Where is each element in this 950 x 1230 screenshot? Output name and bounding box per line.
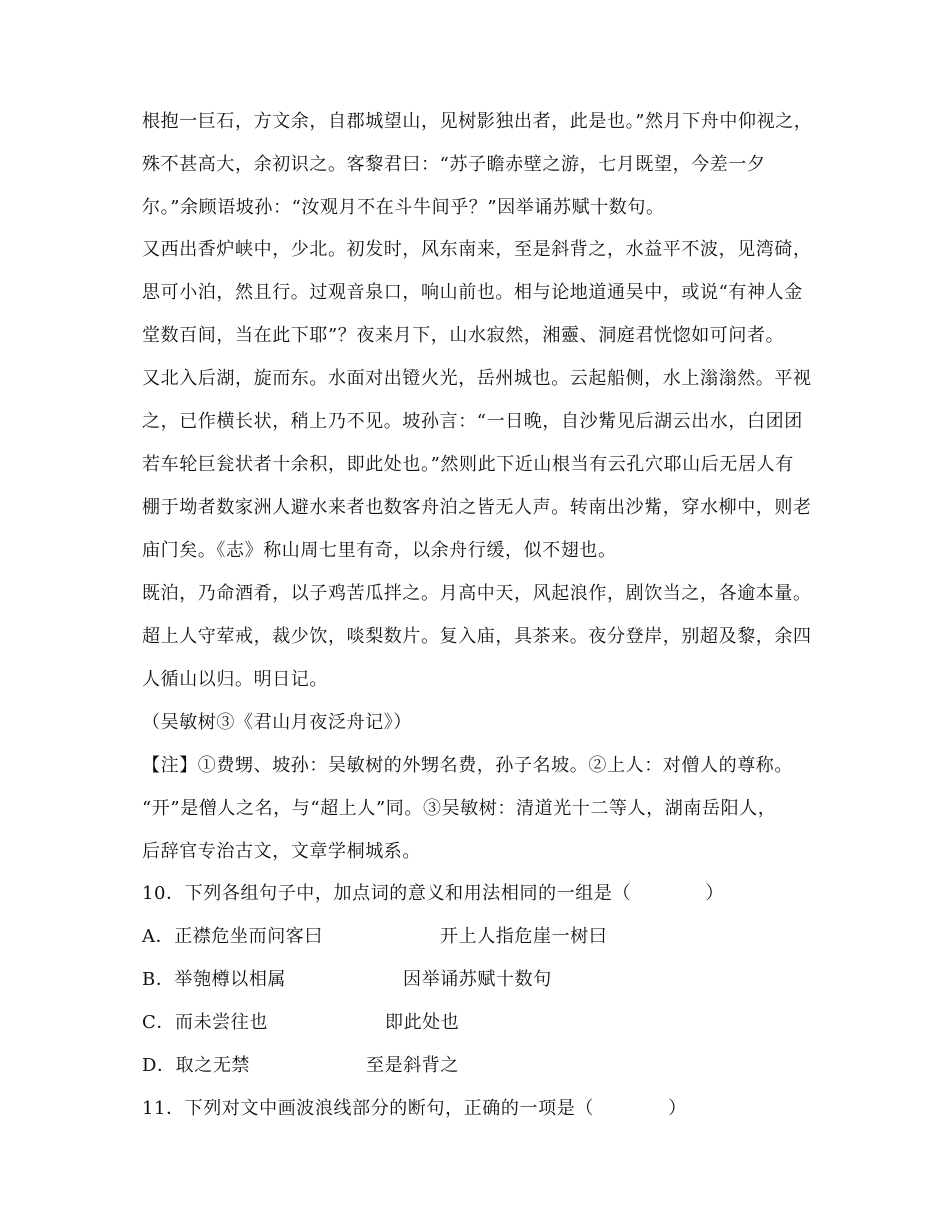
passage-line: 尔。”余顾语坡孙：“汝观月不在斗牛间乎？”因举诵苏赋十数句。 [142, 197, 665, 218]
option-d-left: D．取之无禁 [142, 1055, 251, 1076]
option-b-right: 因举诵苏赋十数句 [403, 969, 552, 990]
option-a-left: A．正襟危坐而问客曰 [142, 926, 323, 947]
passage-line: 既泊，乃命酒肴，以子鸡苦瓜拌之。月高中天，风起浪作，剧饮当之，各逾本量。 [142, 583, 812, 604]
note-line: 后辞官专治古文，文章学桐城系。 [142, 841, 421, 862]
passage-line: 又西出香炉峡中，少北。初发时，风东南来，至是斜背之，水益平不波，见湾碕， [142, 239, 812, 260]
passage-line: 又北入后湖，旋而东。水面对出镫火光，岳州城也。云起船侧，水上滃滃然。平视 [142, 368, 812, 389]
option-b-left: B．举匏樽以相属 [142, 969, 287, 990]
question-11-stem: 11．下列对文中画波浪线部分的断句，正确的一项是（ ） [142, 1098, 687, 1119]
passage-line: 根抱一巨石，方文余，自郡城望山，见树影独出者，此是也。”然月下舟中仰视之， [142, 111, 813, 132]
passage-line: 堂数百间，当在此下耶”？夜来月下，山水寂然，湘靈、洞庭君恍惚如可问者。 [142, 325, 785, 346]
passage-line: 超上人守荤戒，裁少饮，啖梨数片。复入庙，具茶来。夜分登岸，别超及黎，余四 [142, 626, 812, 647]
option-c-right: 即此处也 [385, 1012, 460, 1033]
source-citation: （吴敏树③《君山月夜泛舟记》） [142, 712, 412, 733]
passage-line: 之，已作横长状，稍上乃不见。坡孙言：“一日晚，自沙觜见后湖云出水，白团团 [142, 411, 803, 432]
passage-line: 若车轮巨瓮状者十余积，即此处也。”然则此下近山根当有云孔穴耶山后无居人有 [142, 454, 794, 475]
passage-line: 人循山以归。明日记。 [142, 669, 328, 690]
option-d-right: 至是斜背之 [366, 1055, 459, 1076]
passage-line: 殊不甚高大，余初识之。客黎君曰：“苏子瞻赤壁之游，七月既望，今差一夕 [142, 154, 766, 175]
passage-line: 庙门矣。《志》称山周七里有奇，以余舟行缓，似不翅也。 [142, 540, 617, 561]
note-line: 【注】①费甥、坡孙：吴敏树的外甥名费，孙子名坡。②上人：对僧人的尊称。 [142, 755, 793, 776]
question-10-stem: 10．下列各组句子中，加点词的意义和用法相同的一组是（ ） [142, 883, 725, 904]
passage-line: 棚于坳者数家洲人避水来者也数客舟泊之皆无人声。转南出沙觜，穿水柳中，则老 [142, 497, 812, 518]
option-a-right: 开上人指危崖一树曰 [440, 926, 608, 947]
option-c-left: C．而未尝往也 [142, 1012, 268, 1033]
passage-line: 思可小泊，然且行。过观音泉口，响山前也。相与论地道通吴中，或说“有神人金 [142, 282, 803, 303]
note-line: “开”是僧人之名，与“超上人”同。③吴敏树：清道光十二等人，湖南岳阳人， [142, 798, 777, 819]
